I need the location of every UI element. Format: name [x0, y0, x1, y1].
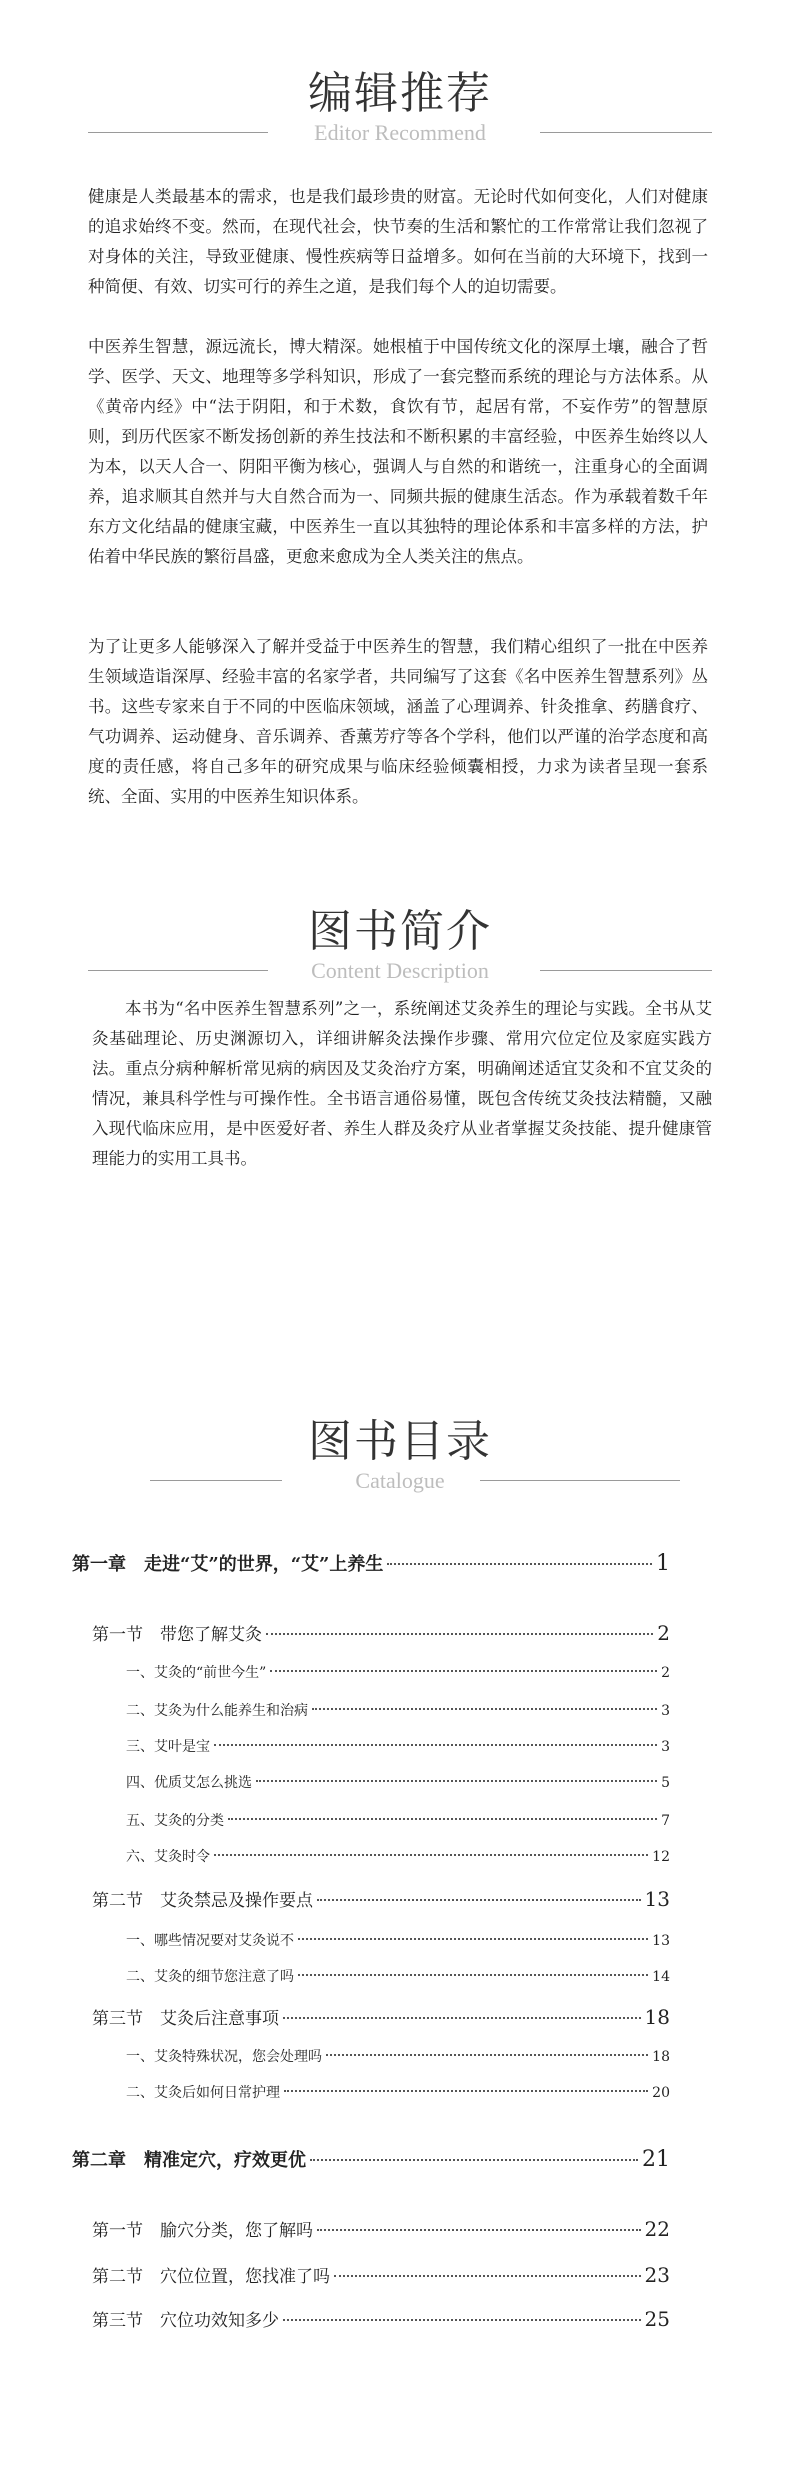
- section-subtitle: Content Description: [311, 958, 489, 983]
- catalogue-heading: [0, 1414, 800, 1504]
- toc-item: [126, 1736, 670, 1756]
- toc-page-number: 18: [644, 2005, 670, 2029]
- recommend-paragraph-1: 健康是人类最基本的需求，也是我们最珍贵的财富。无论时代如何变化，人们对健康的追求始终不变。然而，在现代社会，快节奏的生活和繁忙的工作常常让我们忽视了对身体的关注，导致亚健康、慢性疾病等日益增多。如何在当前的大环境下，找到一种简便、有效、切实可行的养生之道，是我们每个人的迫切需要。: [88, 187, 708, 296]
- toc-page-number: 23: [644, 2263, 670, 2287]
- section-title: 图书简介: [308, 906, 492, 957]
- toc-page-number: 21: [642, 2147, 670, 2172]
- toc-label: 第一章 走进“艾”的世界，“艾”上养生: [72, 1554, 384, 1575]
- toc-leader-dots: [326, 2054, 648, 2056]
- toc-leader-dots: [334, 2275, 641, 2277]
- toc-label: 第一节 带您了解艾灸: [92, 1625, 262, 1645]
- toc-section: [92, 1620, 670, 1645]
- toc-leader-dots: [214, 1744, 657, 1746]
- toc-leader-dots: [317, 1899, 641, 1901]
- toc-page-number: 2: [657, 1621, 670, 1645]
- toc-leader-dots: [310, 2159, 638, 2161]
- toc-leader-dots: [284, 2090, 648, 2092]
- toc-item: [126, 1772, 670, 1792]
- toc-section: [92, 2216, 670, 2241]
- section-title: 编辑推荐: [308, 68, 492, 119]
- toc-chapter: [72, 2146, 670, 2172]
- toc-leader-dots: [214, 1854, 648, 1856]
- toc-leader-dots: [387, 1563, 652, 1565]
- toc-page-number: 7: [661, 1813, 670, 1829]
- toc-page-number: 5: [661, 1775, 670, 1791]
- toc-label: 一、哪些情况要对艾灸说不: [126, 1933, 294, 1949]
- toc-page-number: 18: [652, 2049, 670, 2065]
- toc-label: 二、艾灸为什么能养生和治病: [126, 1703, 308, 1719]
- toc-page-number: 12: [652, 1849, 670, 1865]
- toc-item: [126, 1966, 670, 1986]
- toc-label: 二、艾灸的细节您注意了吗: [126, 1969, 294, 1985]
- toc-page-number: 25: [644, 2307, 670, 2331]
- toc-label: 第二章 精准定穴，疗效更优: [72, 2150, 306, 2171]
- toc-label: 第一节 腧穴分类，您了解吗: [92, 2221, 313, 2241]
- toc-leader-dots: [256, 1780, 657, 1782]
- toc-page-number: 3: [661, 1703, 670, 1719]
- section-subtitle: Editor Recommend: [314, 120, 486, 145]
- toc-label: 一、艾灸特殊状况，您会处理吗: [126, 2049, 322, 2065]
- toc-leader-dots: [228, 1818, 657, 1820]
- toc-page-number: 1: [656, 1551, 670, 1576]
- toc-page-number: 14: [652, 1969, 670, 1985]
- recommend-paragraph-3: 为了让更多人能够深入了解并受益于中医养生的智慧，我们精心组织了一批在中医养生领域造诣深厚、经验丰富的名家学者，共同编写了这套《名中医养生智慧系列》丛书。这些专家来自于不同的中医临床领域，涵盖了心理调养、针灸推拿、药膳食疗、气功调养、运动健身、音乐调养、香薰芳疗等各个学科，他们以严谨的治学态度和高度的责任感，将自己多年的研究成果与临床经验倾囊相授，力求为读者呈现一套系统、全面、实用的中医养生知识体系。: [88, 637, 708, 806]
- toc-leader-dots: [270, 1670, 657, 1672]
- toc-item: [126, 1662, 670, 1682]
- toc-label: 第二节 穴位位置，您找准了吗: [92, 2267, 330, 2287]
- toc-label: 二、艾灸后如何日常护理: [126, 2085, 280, 2101]
- content-description-heading: [0, 904, 800, 994]
- toc-chapter: [72, 1550, 670, 1576]
- toc-page-number: 22: [644, 2217, 670, 2241]
- toc-label: 一、艾灸的“前世今生”: [126, 1665, 267, 1681]
- toc-leader-dots: [312, 1708, 657, 1710]
- toc-label: 三、艾叶是宝: [126, 1739, 210, 1755]
- toc-page-number: 13: [652, 1933, 670, 1949]
- toc-leader-dots: [266, 1633, 653, 1635]
- toc-item: [126, 1810, 670, 1830]
- toc-label: 第三节 艾灸后注意事项: [92, 2009, 279, 2029]
- toc-leader-dots: [283, 2319, 641, 2321]
- toc-page-number: 13: [644, 1887, 670, 1911]
- section-subtitle: Catalogue: [355, 1468, 445, 1493]
- toc-leader-dots: [298, 1974, 648, 1976]
- toc-section: [92, 2306, 670, 2331]
- toc-page-number: 3: [661, 1739, 670, 1755]
- toc-label: 第三节 穴位功效知多少: [92, 2311, 279, 2331]
- toc-item: [126, 1700, 670, 1720]
- toc-label: 五、艾灸的分类: [126, 1813, 224, 1829]
- recommend-paragraph-2: 中医养生智慧，源远流长，博大精深。她根植于中国传统文化的深厚土壤，融合了哲学、医学、天文、地理等多学科知识，形成了一套完整而系统的理论与方法体系。从《黄帝内经》中“法于阴阳，和于术数，食饮有节，起居有常，不妄作劳”的智慧原则，到历代医家不断发扬创新的养生技法和不断积累的丰富经验，中医养生始终以人为本，以天人合一、阴阳平衡为核心，强调人与自然的和谐统一，注重身心的全面调养，追求顺其自然并与大自然合而为一、同频共振的健康生活态。作为承载着数千年东方文化结晶的健康宝藏，中医养生一直以其独特的理论体系和丰富多样的方法，护佑着中华民族的繁衍昌盛，更愈来愈成为全人类关注的焦点。: [88, 337, 708, 566]
- toc-section: [92, 2004, 670, 2029]
- toc-item: [126, 2046, 670, 2066]
- toc-page-number: 20: [652, 2085, 670, 2101]
- toc-label: 四、优质艾怎么挑选: [126, 1775, 252, 1791]
- toc-section: [92, 2262, 670, 2287]
- toc-label: 第二节 艾灸禁忌及操作要点: [92, 1891, 313, 1911]
- toc-item: [126, 1846, 670, 1866]
- intro-paragraph: 本书为“名中医养生智慧系列”之一，系统阐述艾灸养生的理论与实践。全书从艾灸基础理论、历史渊源切入，详细讲解灸法操作步骤、常用穴位定位及家庭实践方法。重点分病种解析常见病的病因及艾灸治疗方案，明确阐述适宜艾灸和不宜艾灸的情况，兼具科学性与可操作性。全书语言通俗易懂，既包含传统艾灸技法精髓，又融入现代临床应用，是中医爱好者、养生人群及灸疗从业者掌握艾灸技能、提升健康管理能力的实用工具书。: [92, 999, 712, 1168]
- toc-leader-dots: [317, 2229, 641, 2231]
- toc-leader-dots: [283, 2017, 641, 2019]
- toc-section: [92, 1886, 670, 1911]
- toc-item: [126, 1930, 670, 1950]
- toc-label: 六、艾灸时令: [126, 1849, 210, 1865]
- toc-leader-dots: [298, 1938, 648, 1940]
- toc-page-number: 2: [661, 1665, 670, 1681]
- toc-item: [126, 2082, 670, 2102]
- editor-recommend-heading: [0, 66, 800, 156]
- section-title: 图书目录: [308, 1416, 492, 1467]
